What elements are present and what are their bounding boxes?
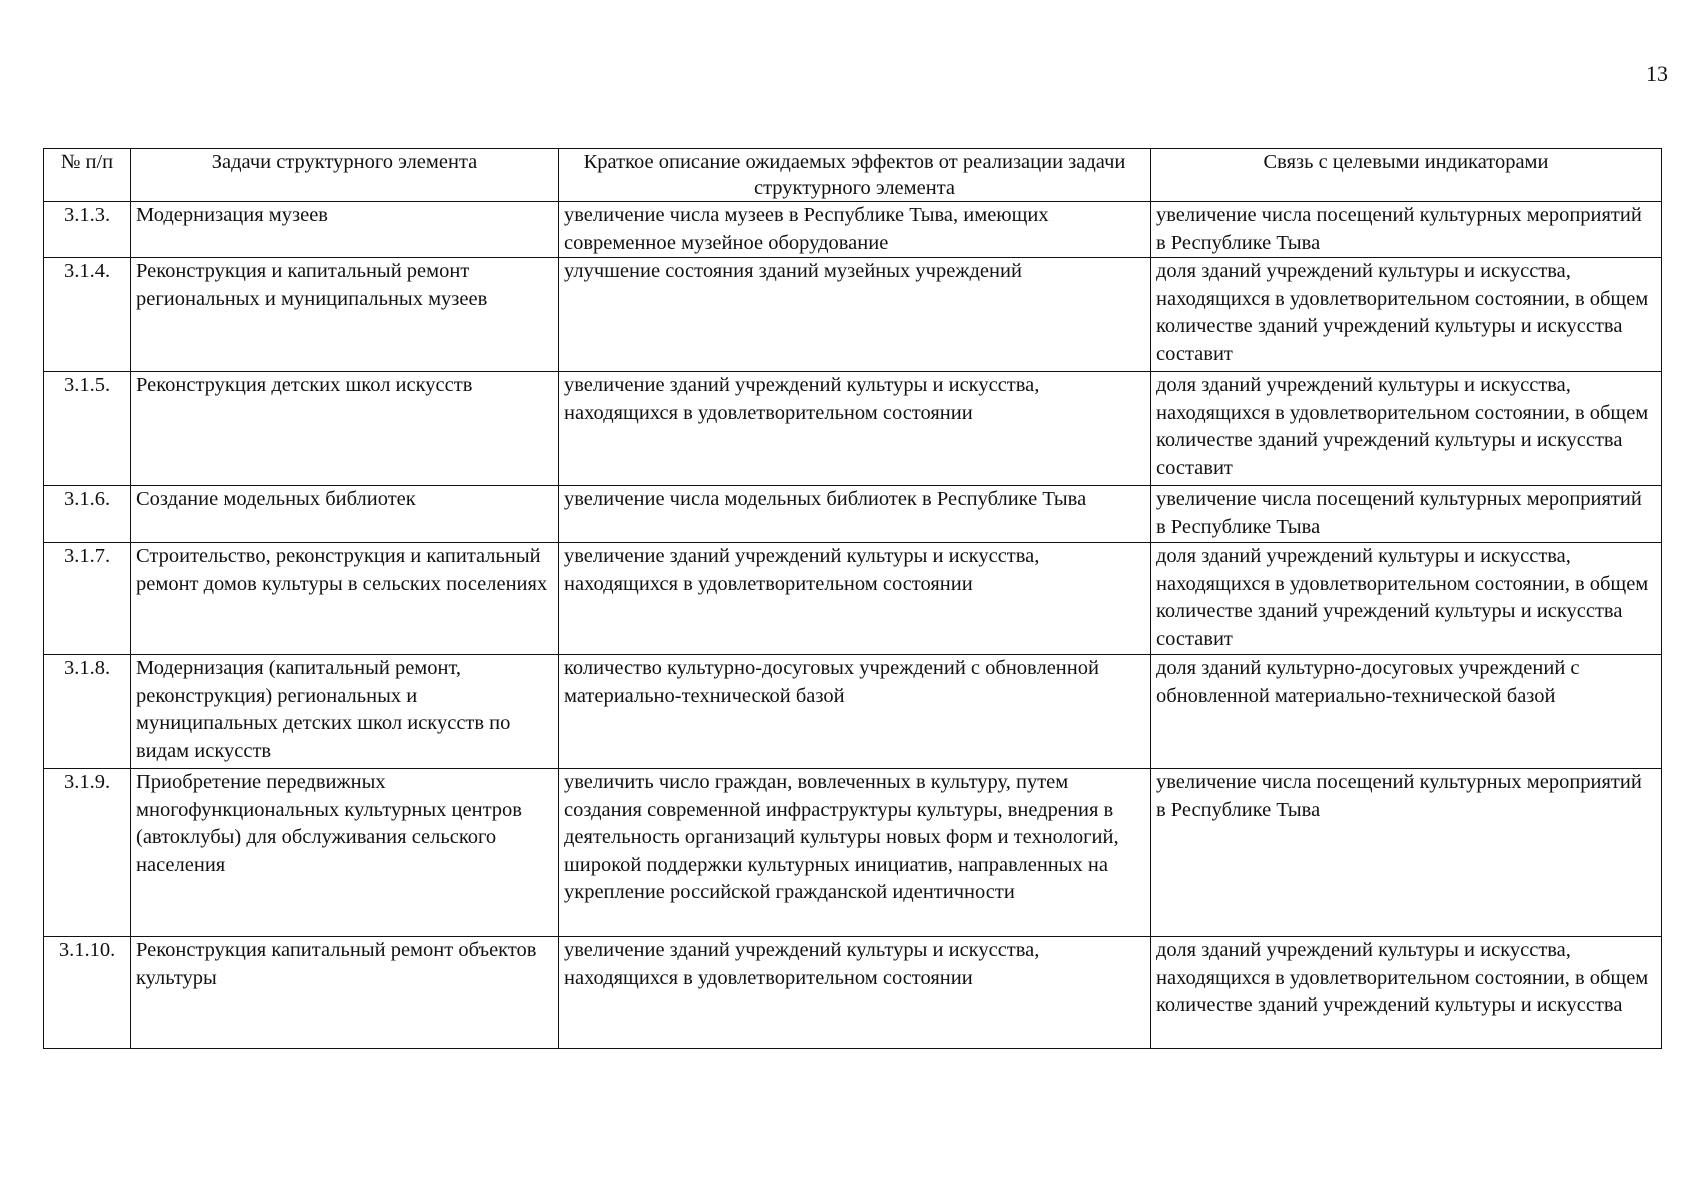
row-effect: количество культурно-досуговых учреждений с обновленной материально-технической базой [559, 655, 1151, 769]
row-task: Модернизация (капитальный ремонт, реконструкция) региональных и муниципальных детских школ искусств по видам искусств [131, 655, 559, 769]
table-row [44, 655, 1662, 769]
row-effect: увеличение зданий учреждений культуры и искусства, находящихся в удовлетворительном состоянии [559, 937, 1151, 1049]
header-effect: Краткое описание ожидаемых эффектов от реализации задачи структурного элемента [559, 149, 1151, 202]
page-number: 13 [1646, 61, 1668, 86]
row-num: 3.1.6. [44, 486, 131, 543]
row-link: доля зданий культурно-досуговых учреждений с обновленной материально-технической базой [1151, 655, 1662, 769]
row-num: 3.1.9. [44, 769, 131, 937]
header-num: № п/п [44, 149, 131, 202]
row-effect: увеличение зданий учреждений культуры и искусства, находящихся в удовлетворительном состоянии [559, 372, 1151, 486]
row-task: Реконструкция и капитальный ремонт региональных и муниципальных музеев [131, 258, 559, 372]
table-row [44, 202, 1662, 258]
row-effect: увеличить число граждан, вовлеченных в культуру, путем создания современной инфраструктуры культуры, внедрения в деятельность организаций культуры новых форм и технологий, широкой поддержки культурных инициатив, направленных на укрепление российской гражданской идентичности [559, 769, 1151, 937]
row-link: доля зданий учреждений культуры и искусства, находящихся в удовлетворительном состоянии, в общем количестве зданий учреждений культуры и искусства [1151, 937, 1662, 1049]
row-link: увеличение числа посещений культурных мероприятий в Республике Тыва [1151, 202, 1662, 258]
header-task: Задачи структурного элемента [131, 149, 559, 202]
row-num: 3.1.8. [44, 655, 131, 769]
row-effect: улучшение состояния зданий музейных учреждений [559, 258, 1151, 372]
table-header-row [44, 149, 1662, 202]
table-row [44, 769, 1662, 937]
row-num: 3.1.3. [44, 202, 131, 258]
table-row [44, 543, 1662, 655]
table-row [44, 258, 1662, 372]
table-row [44, 486, 1662, 543]
row-task: Реконструкция капитальный ремонт объектов культуры [131, 937, 559, 1049]
row-effect: увеличение числа музеев в Республике Тыва, имеющих современное музейное оборудование [559, 202, 1151, 258]
row-num: 3.1.10. [44, 937, 131, 1049]
tasks-table [43, 148, 1662, 1049]
row-link: доля зданий учреждений культуры и искусства, находящихся в удовлетворительном состоянии, в общем количестве зданий учреждений культуры и искусства составит [1151, 258, 1662, 372]
row-link: увеличение числа посещений культурных мероприятий в Республике Тыва [1151, 769, 1662, 937]
row-task: Модернизация музеев [131, 202, 559, 258]
row-link: доля зданий учреждений культуры и искусства, находящихся в удовлетворительном состоянии, в общем количестве зданий учреждений культуры и искусства составит [1151, 372, 1662, 486]
header-link: Связь с целевыми индикаторами [1151, 149, 1662, 202]
row-num: 3.1.4. [44, 258, 131, 372]
row-effect: увеличение зданий учреждений культуры и искусства, находящихся в удовлетворительном состоянии [559, 543, 1151, 655]
row-link: увеличение числа посещений культурных мероприятий в Республике Тыва [1151, 486, 1662, 543]
row-task: Создание модельных библиотек [131, 486, 559, 543]
row-task: Приобретение передвижных многофункциональных культурных центров (автоклубы) для обслуживания сельского населения [131, 769, 559, 937]
row-num: 3.1.7. [44, 543, 131, 655]
table-row [44, 372, 1662, 486]
row-num: 3.1.5. [44, 372, 131, 486]
row-task: Строительство, реконструкция и капитальный ремонт домов культуры в сельских поселениях [131, 543, 559, 655]
row-link: доля зданий учреждений культуры и искусства, находящихся в удовлетворительном состоянии, в общем количестве зданий учреждений культуры и искусства составит [1151, 543, 1662, 655]
table-row [44, 937, 1662, 1049]
row-effect: увеличение числа модельных библиотек в Республике Тыва [559, 486, 1151, 543]
row-task: Реконструкция детских школ искусств [131, 372, 559, 486]
